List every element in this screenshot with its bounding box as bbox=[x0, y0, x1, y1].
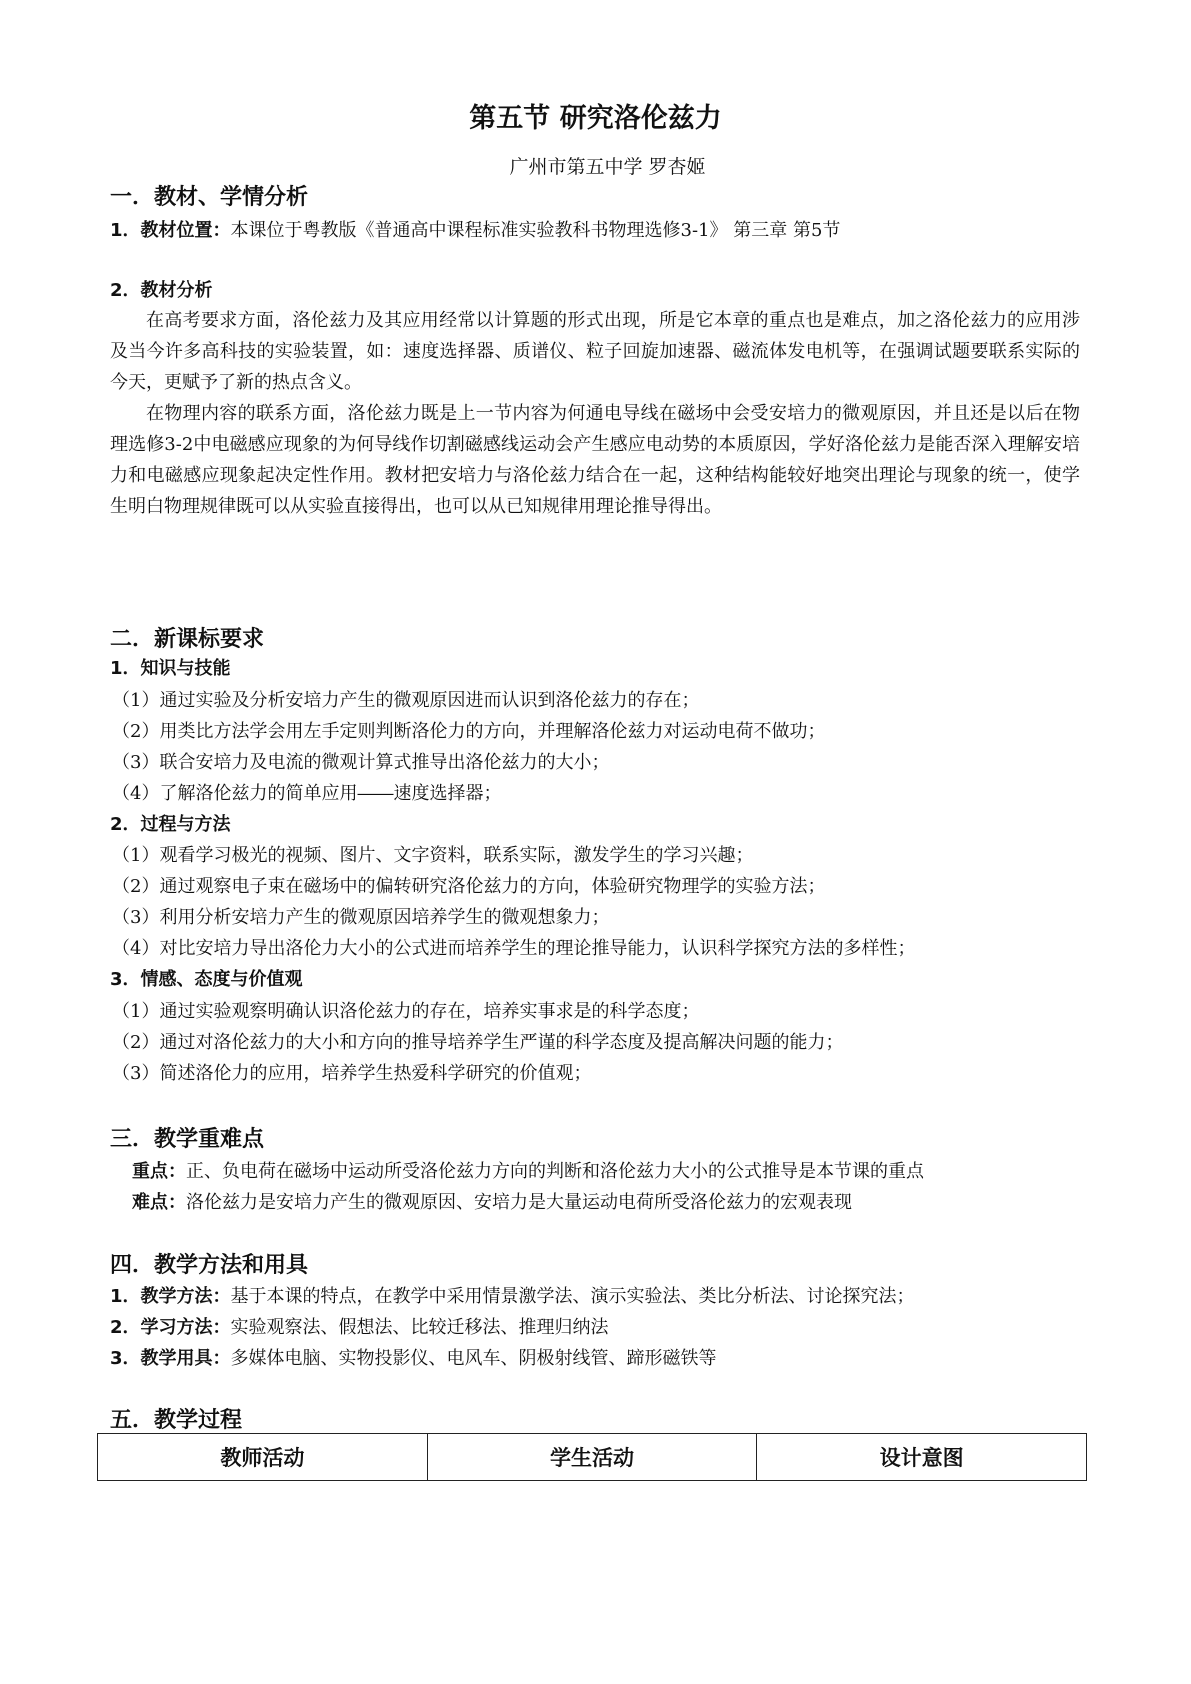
learning-method-line bbox=[110, 1313, 609, 1339]
document-title: 第五节 研究洛伦兹力 bbox=[469, 103, 722, 134]
section-2-heading: 二．新课标要求 bbox=[110, 627, 265, 652]
goal-3-item: （1）通过实验观察明确认识洛伦兹力的存在，培养实事求是的科学态度； bbox=[112, 1001, 700, 1022]
analysis-paragraph-2: 在物理内容的联系方面，洛伦兹力既是上一节内容为何通电导线在磁场中会受安培力的微观原因，并且还是以后在物理选修3-2中电磁感应现象的为何导线作切割磁感线运动会产生感应电动势的本质原因，学好洛伦兹力是能否深入理解安培力和电磁感应现象起决定性作用。教材把安培力与洛伦兹力结合在一起，这种结构能较好地突出理论与现象的统一，使学生明白物理规律既可以从实验直接得出，也可以从已知规律用理论推导得出。 bbox=[110, 403, 1080, 517]
goal-3-label: 3．情感、态度与价值观 bbox=[110, 969, 303, 990]
goal-1-item: （1）通过实验及分析安培力产生的微观原因进而认识到洛伦兹力的存在； bbox=[112, 690, 700, 711]
section-5-heading: 五．教学过程 bbox=[110, 1408, 243, 1433]
document-author: 广州市第五中学 罗杏姬 bbox=[509, 156, 706, 178]
difficult-point-line bbox=[132, 1188, 852, 1214]
goal-2-label: 2．过程与方法 bbox=[110, 814, 231, 835]
textbook-analysis-body bbox=[110, 305, 1080, 522]
teaching-tools-text: 多媒体电脑、实物投影仪、电风车、阴极射线管、蹄形磁铁等 bbox=[230, 1348, 717, 1369]
key-point-label: 重点： bbox=[132, 1161, 186, 1182]
goal-3-item: （3）简述洛伦力的应用，培养学生热爱科学研究的价值观； bbox=[112, 1063, 592, 1084]
goal-2-item: （3）利用分析安培力产生的微观原因培养学生的微观想象力； bbox=[112, 907, 610, 928]
goal-1-item: （4）了解洛伦兹力的简单应用――速度选择器； bbox=[112, 783, 502, 804]
teaching-process-table bbox=[97, 1433, 1087, 1481]
column-header-teacher: 教师活动 bbox=[98, 1434, 428, 1481]
column-header-student: 学生活动 bbox=[427, 1434, 757, 1481]
key-point-text: 正、负电荷在磁场中运动所受洛伦兹力方向的判断和洛伦兹力大小的公式推导是本节课的重点 bbox=[186, 1161, 924, 1182]
textbook-analysis-label: 2．教材分析 bbox=[110, 280, 213, 301]
goal-2-item: （2）通过观察电子束在磁场中的偏转研究洛伦兹力的方向，体验研究物理学的实验方法； bbox=[112, 876, 826, 897]
learning-method-text: 实验观察法、假想法、比较迁移法、推理归纳法 bbox=[230, 1317, 609, 1338]
difficult-point-label: 难点： bbox=[132, 1192, 186, 1213]
key-point-line bbox=[132, 1157, 924, 1183]
goal-1-label: 1．知识与技能 bbox=[110, 658, 231, 679]
section-3-heading: 三．教学重难点 bbox=[110, 1127, 265, 1152]
goal-1-item: （2）用类比方法学会用左手定则判断洛伦力的方向，并理解洛伦兹力对运动电荷不做功； bbox=[112, 721, 826, 742]
teaching-method-label: 1．教学方法： bbox=[110, 1286, 231, 1307]
teaching-method-text: 基于本课的特点，在教学中采用情景激学法、演示实验法、类比分析法、讨论探究法； bbox=[230, 1286, 915, 1307]
difficult-point-text: 洛伦兹力是安培力产生的微观原因、安培力是大量运动电荷所受洛伦兹力的宏观表现 bbox=[186, 1192, 852, 1213]
table-header-row bbox=[98, 1434, 1087, 1481]
goal-3-item: （2）通过对洛伦兹力的大小和方向的推导培养学生严谨的科学态度及提高解决问题的能力； bbox=[112, 1032, 844, 1053]
goal-2-item: （4）对比安培力导出洛伦力大小的公式进而培养学生的理论推导能力，认识科学探究方法的多样性； bbox=[112, 938, 916, 959]
teaching-method-line bbox=[110, 1282, 915, 1308]
goal-2-item: （1）观看学习极光的视频、图片、文字资料，联系实际，激发学生的学习兴趣； bbox=[112, 845, 754, 866]
column-header-intent: 设计意图 bbox=[757, 1434, 1087, 1481]
textbook-position-label: 1．教材位置： bbox=[110, 220, 231, 241]
teaching-tools-line bbox=[110, 1344, 717, 1370]
goal-1-item: （3）联合安培力及电流的微观计算式推导出洛伦兹力的大小； bbox=[112, 752, 610, 773]
section-1-heading: 一．教材、学情分析 bbox=[110, 185, 309, 210]
textbook-position-line bbox=[110, 216, 840, 242]
analysis-paragraph-1: 在高考要求方面，洛伦兹力及其应用经常以计算题的形式出现，所是它本章的重点也是难点，加之洛伦兹力的应用涉及当今许多高科技的实验装置，如：速度选择器、质谱仪、粒子回旋加速器、磁流体发电机等，在强调试题要联系实际的今天，更赋予了新的热点含义。 bbox=[110, 310, 1080, 393]
learning-method-label: 2．学习方法： bbox=[110, 1317, 231, 1338]
textbook-position-text: 本课位于粤教版《普通高中课程标准实验教科书物理选修3-1》 第三章 第5节 bbox=[230, 220, 841, 241]
teaching-tools-label: 3．教学用具： bbox=[110, 1348, 231, 1369]
section-4-heading: 四．教学方法和用具 bbox=[110, 1253, 309, 1278]
